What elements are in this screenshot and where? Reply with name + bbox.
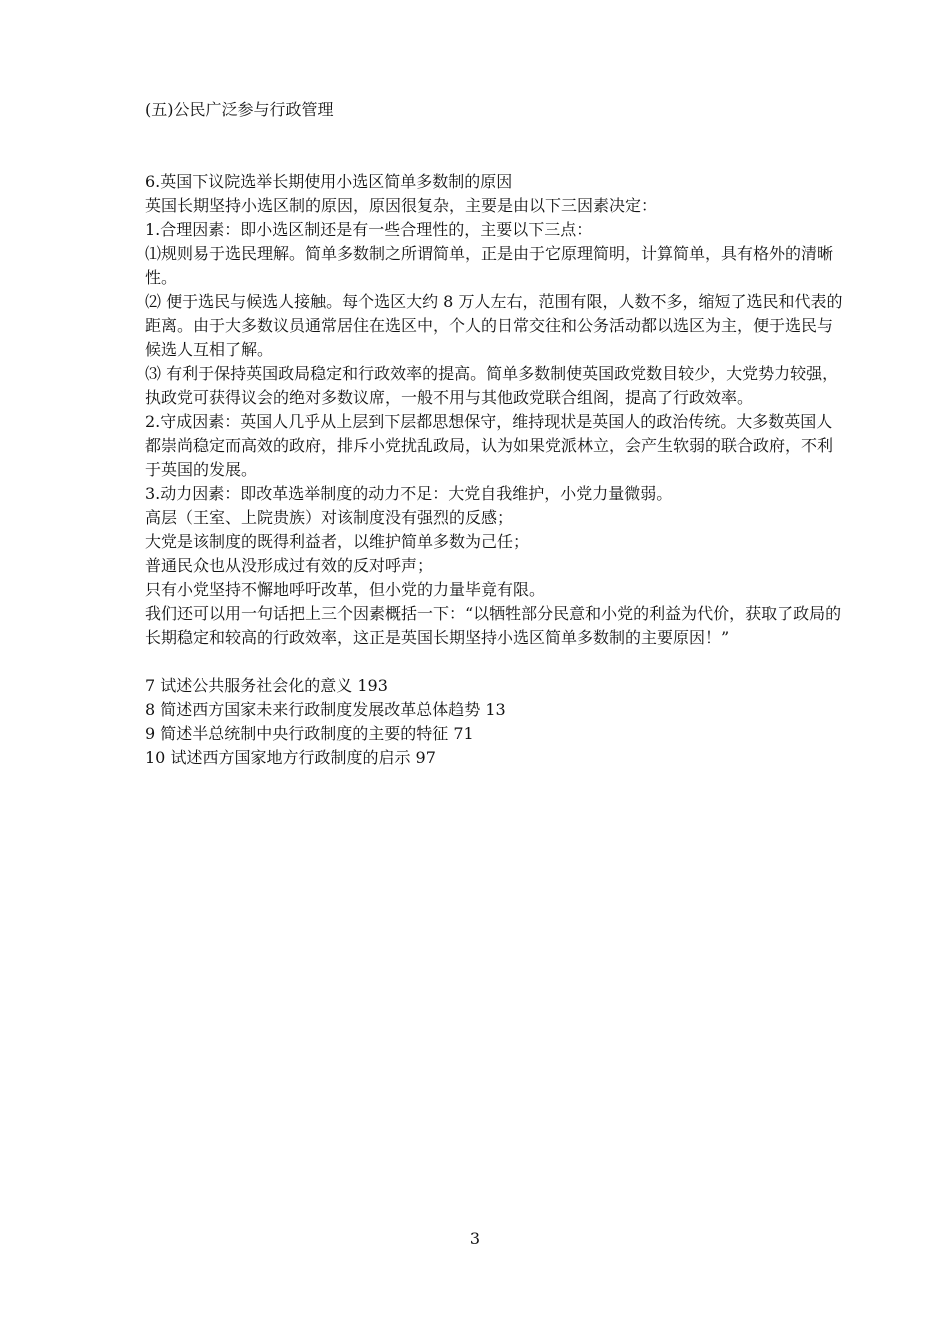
document-body — [145, 98, 845, 770]
paragraph-gap — [145, 146, 845, 170]
factor3-line2: 大党是该制度的既得利益者，以维护简单多数为己任； — [145, 532, 530, 551]
question-item-8: 8 简述西方国家未来行政制度发展改革总体趋势 13 — [145, 700, 506, 719]
paragraph-gap — [145, 122, 845, 146]
section-heading: (五)公民广泛参与行政管理 — [145, 100, 334, 119]
question-item-9: 9 简述半总统制中央行政制度的主要的特征 71 — [145, 724, 474, 743]
factor1-heading: 1.合理因素：即小选区制还是有一些合理性的，主要以下三点： — [145, 220, 593, 239]
question-item-7: 7 试述公共服务社会化的意义 193 — [145, 676, 388, 695]
intro-paragraph: 英国长期坚持小选区制的原因，原因很复杂，主要是由以下三因素决定： — [145, 196, 658, 215]
paragraph-gap — [145, 650, 845, 674]
factor2-paragraph: 2.守成因素：英国人几乎从上层到下层都思想保守，维持现状是英国人的政治传统。大多数英国人都崇尚稳定而高效的政府，排斥小党扰乱政局，认为如果党派林立，会产生软弱的联合政府，不利于英国的发展。 — [145, 412, 834, 479]
factor1-point1: ⑴规则易于选民理解。简单多数制之所谓简单，正是由于它原理简明，计算简单，具有格外的清晰性。 — [145, 244, 834, 287]
question-item-10: 10 试述西方国家地方行政制度的启示 97 — [145, 748, 436, 767]
factor1-point2: ⑵ 便于选民与候选人接触。每个选区大约 8 万人左右，范围有限，人数不多，缩短了选民和代表的距离。由于大多数议员通常居住在选区中，个人的日常交往和公务活动都以选区为主，便于选民与候选人互相了解。 — [145, 292, 843, 359]
factor1-point3: ⑶ 有利于保持英国政局稳定和行政效率的提高。简单多数制使英国政党数目较少，大党势力较强，执政党可获得议会的绝对多数议席，一般不用与其他政党联合组阁，提高了行政效率。 — [145, 364, 839, 407]
page-number: 3 — [469, 1229, 481, 1248]
question-title: 6.英国下议院选举长期使用小选区简单多数制的原因 — [145, 172, 513, 191]
factor3-heading: 3.动力因素：即改革选举制度的动力不足：大党自我维护，小党力量微弱。 — [145, 484, 673, 503]
factor3-line1: 高层（王室、上院贵族）对该制度没有强烈的反感； — [145, 508, 514, 527]
summary-paragraph: 我们还可以用一句话把上三个因素概括一下：“以牺牲部分民意和小党的利益为代价，获取了政局的长期稳定和较高的行政效率，这正是英国长期坚持小选区简单多数制的主要原因！” — [145, 604, 842, 647]
factor3-line3: 普通民众也从没形成过有效的反对呼声； — [145, 556, 434, 575]
factor3-line4: 只有小党坚持不懈地呼吁改革，但小党的力量毕竟有限。 — [145, 580, 546, 599]
